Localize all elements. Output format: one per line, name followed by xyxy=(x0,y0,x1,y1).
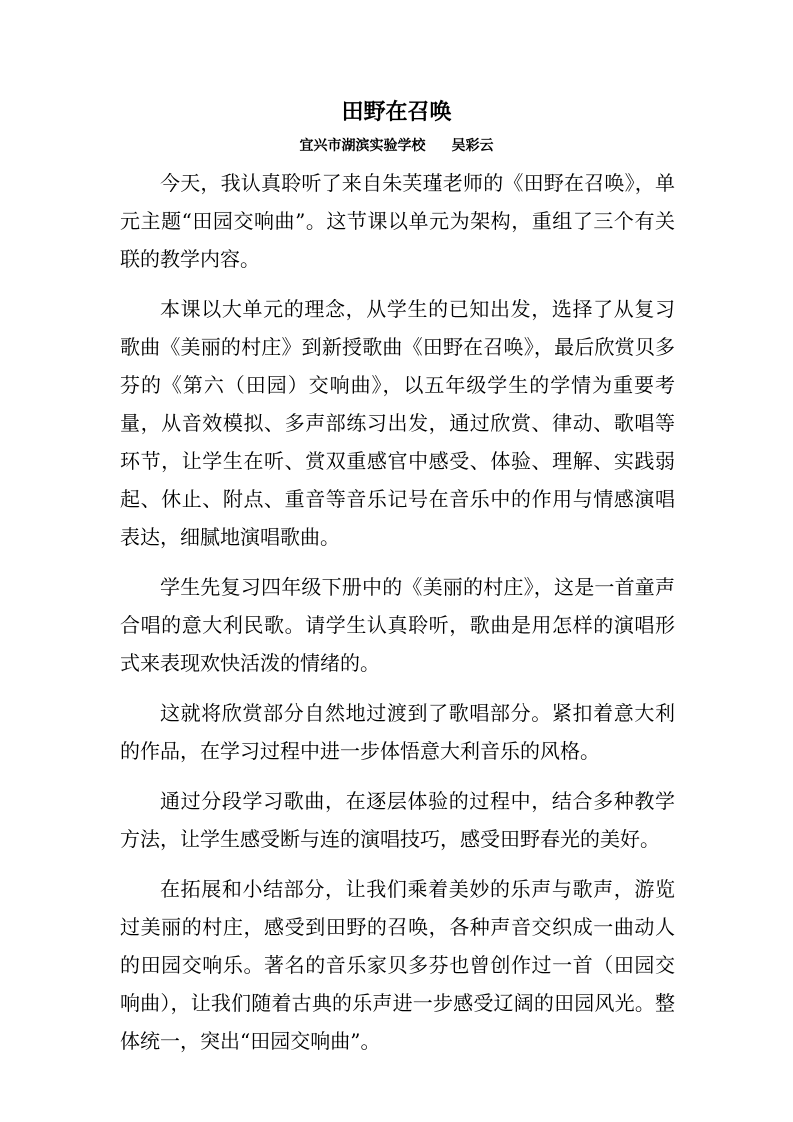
byline xyxy=(0,135,793,157)
page-title: 田野在召唤 xyxy=(341,100,452,125)
author-name: 吴彩云 xyxy=(451,138,494,154)
school-name: 宜兴市湖滨实验学校 xyxy=(299,138,426,154)
paragraph-6: 在拓展和小结部分，让我们乘着美妙的乐声与歌声，游览过美丽的村庄，感受到田野的召唤，各种声音交织成一曲动人的田园交响乐。著名的音乐家贝多芬也曾创作过一首（田园交响曲），让我们随着古典的乐声进一步感受辽阔的田园风光。整体统一，突出“田园交响曲”。 xyxy=(120,877,675,1053)
article-body xyxy=(120,164,675,1072)
paragraph-4: 这就将欣赏部分自然地过渡到了歌唱部分。紧扣着意大利的作品，在学习过程中进一步体悟意大利音乐的风格。 xyxy=(120,701,675,763)
paragraph-3: 学生先复习四年级下册中的《美丽的村庄》，这是一首童声合唱的意大利民歌。请学生认真聆听，歌曲是用怎样的演唱形式来表现欢快活泼的情绪的。 xyxy=(120,575,675,675)
paragraph-2: 本课以大单元的理念，从学生的已知出发，选择了从复习歌曲《美丽的村庄》到新授歌曲《田野在召唤》，最后欣赏贝多芬的《第六（田园）交响曲》，以五年级学生的学情为重要考量，从音效模拟、多声部练习出发，通过欣赏、律动、歌唱等环节，让学生在听、赏双重感官中感受、体验、理解、实践弱起、休止、附点、重音等音乐记号在音乐中的作用与情感演唱表达，细腻地演唱歌曲。 xyxy=(120,297,675,549)
paragraph-5: 通过分段学习歌曲，在逐层体验的过程中，结合多种教学方法，让学生感受断与连的演唱技巧，感受田野春光的美好。 xyxy=(120,789,675,851)
paragraph-1: 今天，我认真聆听了来自朱芙瑾老师的《田野在召唤》，单元主题“田园交响曲”。这节课以单元为架构，重组了三个有关联的教学内容。 xyxy=(120,171,675,271)
